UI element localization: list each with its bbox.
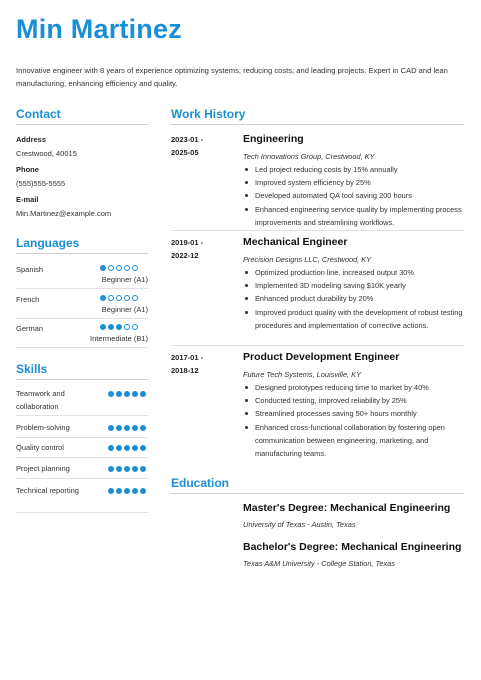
skill-divider [16, 478, 148, 479]
rating-dot [108, 466, 114, 472]
rating-dot [116, 466, 122, 472]
language-name: French [16, 295, 40, 304]
rating-dot [108, 488, 114, 494]
rating-dot [132, 466, 138, 472]
contact-rule [16, 124, 148, 125]
rating-dot [108, 445, 114, 451]
language-name: German [16, 324, 44, 333]
phone-label: Phone [16, 165, 39, 174]
rating-dot [140, 445, 146, 451]
skill-name: Problem-solving [16, 423, 70, 432]
job-bullet: Optimized production line, increased output 30% [243, 266, 465, 279]
job-date-start: 2019-01 - [171, 238, 204, 247]
rating-dot [132, 391, 138, 397]
rating-dot [108, 265, 114, 271]
job-date-end: 2025-05 [171, 148, 199, 157]
rating-dot [124, 391, 130, 397]
rating-dot [108, 391, 114, 397]
contact-title: Contact [16, 107, 61, 121]
language-rating [100, 295, 138, 301]
work-history-title: Work History [171, 107, 246, 121]
job-bullet: Enhanced product durability by 20% [243, 292, 465, 305]
rating-dot [132, 324, 138, 330]
skill-rating [108, 391, 146, 397]
job-divider [171, 230, 464, 231]
work-history-rule [171, 124, 464, 125]
rating-dot [116, 445, 122, 451]
skill-divider [16, 415, 148, 416]
rating-dot [108, 295, 114, 301]
language-divider [16, 347, 148, 348]
languages-title: Languages [16, 236, 80, 250]
rating-dot [124, 425, 130, 431]
rating-dot [140, 488, 146, 494]
skill-rating [108, 488, 146, 494]
summary: Innovative engineer with 8 years of experience optimizing systems, reducing costs, and leading projects. Expert in CAD and lean manufacturing, enhancing efficiency and quality. [16, 66, 448, 88]
job-date-end: 2022-12 [171, 251, 199, 260]
phone-value: (555)555-5555 [16, 179, 66, 188]
languages-rule [16, 253, 148, 254]
rating-dot [140, 391, 146, 397]
skill-divider [16, 512, 148, 513]
language-name: Spanish [16, 265, 44, 274]
skill-divider [16, 437, 148, 438]
resume-name: Min Martinez [16, 14, 182, 44]
job-date-end: 2018-12 [171, 366, 199, 375]
job-title: Mechanical Engineer [243, 236, 348, 248]
education-degree: Bachelor's Degree: Mechanical Engineering [243, 541, 462, 553]
skills-rule [16, 379, 148, 380]
job-bullet: Implemented 3D modeling saving $10K yearly [243, 279, 465, 292]
email-label: E-mail [16, 195, 39, 204]
rating-dot [108, 425, 114, 431]
rating-dot [100, 324, 106, 330]
education-rule [171, 493, 464, 494]
job-bullet: Improved product quality with the development of robust testing procedures and implementation of corrective actions. [243, 306, 465, 332]
email-value[interactable]: Min.Martinez@example.com [16, 209, 112, 218]
rating-dot [132, 488, 138, 494]
skill-name: Quality control [16, 443, 64, 452]
rating-dot [124, 488, 130, 494]
job-bullet: Streamlined processes saving 50+ hours monthly [243, 407, 465, 420]
job-bullets [243, 266, 465, 332]
rating-dot [124, 265, 130, 271]
job-bullet: Enhanced cross-functional collaboration by fostering open communication between engineering, marketing, and manufacturing teams. [243, 421, 465, 461]
rating-dot [132, 445, 138, 451]
job-divider [171, 345, 464, 346]
education-school: University of Texas - Austin, Texas [243, 520, 356, 529]
job-date-start: 2017-01 - [171, 353, 204, 362]
language-level: Intermediate (B1) [90, 334, 148, 343]
rating-dot [124, 466, 130, 472]
rating-dot [100, 265, 106, 271]
language-divider [16, 318, 148, 319]
language-rating [100, 265, 138, 271]
address-label: Address [16, 135, 47, 144]
language-divider [16, 288, 148, 289]
job-date-start: 2023-01 - [171, 135, 204, 144]
rating-dot [132, 265, 138, 271]
rating-dot [140, 466, 146, 472]
rating-dot [116, 391, 122, 397]
education-degree: Master's Degree: Mechanical Engineering [243, 502, 451, 514]
education-school: Texas A&M University - College Station, Texas [243, 559, 395, 568]
rating-dot [116, 265, 122, 271]
rating-dot [108, 324, 114, 330]
address-value: Crestwood, 40015 [16, 149, 77, 158]
job-company: Precision Designs LLC, Crestwood, KY [243, 255, 372, 264]
skill-rating [108, 466, 146, 472]
rating-dot [100, 295, 106, 301]
skill-rating [108, 445, 146, 451]
job-bullet: Led project reducing costs by 15% annually [243, 163, 465, 176]
rating-dot [116, 425, 122, 431]
rating-dot [116, 295, 122, 301]
rating-dot [140, 425, 146, 431]
skill-name: Project planning [16, 464, 70, 473]
skill-rating [108, 425, 146, 431]
job-company: Tech Innovations Group, Crestwood, KY [243, 152, 375, 161]
language-level: Beginner (A1) [101, 275, 148, 284]
rating-dot [132, 295, 138, 301]
education-title: Education [171, 476, 230, 490]
skill-divider [16, 457, 148, 458]
rating-dot [124, 445, 130, 451]
rating-dot [124, 295, 130, 301]
rating-dot [116, 488, 122, 494]
language-level: Beginner (A1) [101, 305, 148, 314]
job-bullet: Improved system efficiency by 25% [243, 176, 465, 189]
job-bullet: Conducted testing, improved reliability by 25% [243, 394, 465, 407]
job-bullets [243, 381, 465, 460]
job-bullet: Developed automated QA tool saving 200 hours [243, 189, 465, 202]
job-title: Engineering [243, 133, 304, 145]
job-company: Future Tech Systems, Louisville, KY [243, 370, 362, 379]
job-bullet: Enhanced engineering service quality by implementing process improvements and streamlining workflows. [243, 203, 465, 229]
skill-name: Technical reporting [16, 486, 79, 495]
skill-name: Teamwork and collaboration [16, 389, 65, 411]
rating-dot [124, 324, 130, 330]
skills-title: Skills [16, 362, 48, 376]
rating-dot [132, 425, 138, 431]
job-bullet: Designed prototypes reducing time to market by 40% [243, 381, 465, 394]
job-title: Product Development Engineer [243, 351, 400, 363]
language-rating [100, 324, 138, 330]
rating-dot [116, 324, 122, 330]
job-bullets [243, 163, 465, 229]
